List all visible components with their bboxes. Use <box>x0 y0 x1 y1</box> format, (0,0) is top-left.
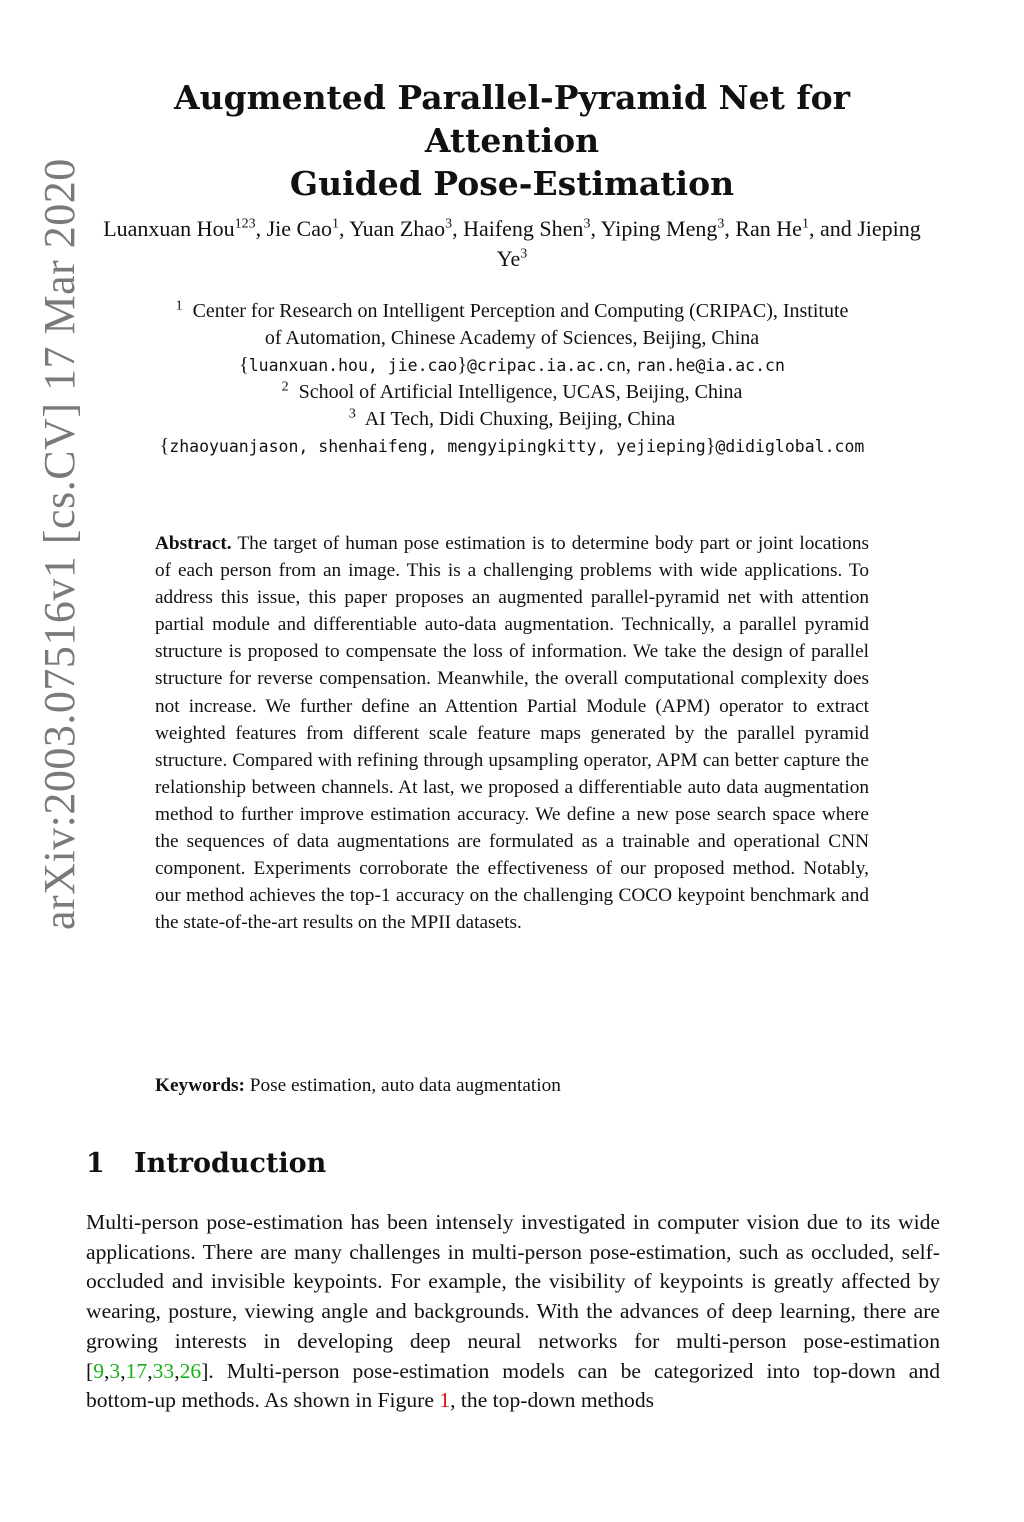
abstract-text: The target of human pose estimation is to determine body part or joint locations of each person from an image. This is a challenging problems with wide applications. To address this issue, this paper proposes an augmented parallel-pyramid net with attention partial module and differentiable auto-data augmentation. Technically, a parallel pyramid structure is proposed to compensate the loss of information. We take the design of parallel structure for reverse compensation. Meanwhile, the overall computational complexity does not increase. We further define an Attention Partial Module (APM) operator to extract weighted features from different scale feature maps generated by the parallel pyramid structure. Compared with refining through upsampling operator, APM can better capture the relationship between channels. At last, we proposed a differentiable auto data augmentation method to further improve estimation accuracy. We define a new pose search space where the sequences of data augmentations are formulated as a trainable and operational CNN component. Experiments corroborate the effectiveness of our proposed method. Notably, our method achieves the top-1 accuracy on the challenging COCO keypoint benchmark and the state-of-the-art results on the MPII datasets. <box>155 533 869 934</box>
section-number: 1 <box>86 1148 105 1179</box>
author: Ran He$^1$ <box>735 216 809 241</box>
author: Jie Cao$^1$ <box>266 216 339 241</box>
section-title: Introduction <box>134 1148 327 1179</box>
abstract-label: Abstract. <box>155 533 232 554</box>
author: Haifeng Shen$^3$ <box>463 216 591 241</box>
citation-link[interactable]: 9 <box>93 1358 104 1383</box>
affiliation-1-line-2: of Automation, Chinese Academy of Sciences, Beijing, China <box>264 327 760 349</box>
author: Yiping Meng$^3$ <box>600 216 725 241</box>
author: Jieping Ye$^3$ <box>496 216 921 271</box>
section-heading <box>86 1148 326 1179</box>
affiliation-2: $^2$ School of Artificial Intelligence, UCAS, Beijing, China <box>281 379 743 403</box>
affiliation-1-line-1: $^1$ Center for Research on Intelligent Perception and Computing (CRIPAC), Institute <box>175 298 849 322</box>
keywords-text: Pose estimation, auto data augmentation <box>249 1075 561 1096</box>
citation-link[interactable]: 26 <box>179 1358 202 1383</box>
affiliation-3-emails: {zhaoyuanjason, shenhaifeng, mengyipingkitty, yejieping}@didiglobal.com <box>159 435 865 457</box>
affiliation-3: $^3$ AI Tech, Didi Chuxing, Beijing, China <box>348 406 676 430</box>
keywords <box>155 1072 869 1099</box>
citation-link[interactable]: 33 <box>152 1358 175 1383</box>
author-list: Luanxuan Hou$^{123}$, Jie Cao$^1$, Yuan Zhao$^3$, Haifeng Shen$^3$, Yiping Meng$^3$, Ran He$^1$, and Jieping Ye$^3$ <box>103 216 921 271</box>
arxiv-identifier-stamp: arXiv:2003.07516v1 [cs.CV] 17 Mar 2020 <box>35 158 84 930</box>
author: Luanxuan Hou$^{123}$ <box>103 216 256 241</box>
citation-link[interactable]: 3 <box>109 1358 121 1383</box>
citation-link[interactable]: 17 <box>125 1358 148 1383</box>
affiliations <box>90 298 934 460</box>
introduction-paragraph: Multi-person pose-estimation has been intensely investigated in computer vision due to its wide applications. There are many challenges in multi-person pose-estimation, such as occluded, self-occluded and invisible keypoints. For example, the visibility of keypoints is greatly affected by wearing, posture, viewing angle and backgrounds. With the advances of deep learning, there are growing interests in developing deep neural networks for multi-person pose-estimation [9,3,17,33,26]. Multi-person pose-estimation models can be categorized into top-down and bottom-up methods. As shown in Figure 1, the top-down methods <box>86 1210 940 1413</box>
affiliation-1-emails: {luanxuan.hou, jie.cao}@cripac.ia.ac.cn, ran.he@ia.ac.cn <box>239 354 785 376</box>
title-line-1: Augmented Parallel-Pyramid Net for Attention <box>173 78 851 160</box>
keywords-label: Keywords: <box>155 1075 245 1096</box>
figure-reference-link[interactable]: 1 <box>439 1388 451 1413</box>
title-line-2: Guided Pose-Estimation <box>289 164 735 203</box>
abstract <box>155 530 869 936</box>
author: Yuan Zhao$^3$ <box>349 216 453 241</box>
paper-title <box>90 76 934 205</box>
